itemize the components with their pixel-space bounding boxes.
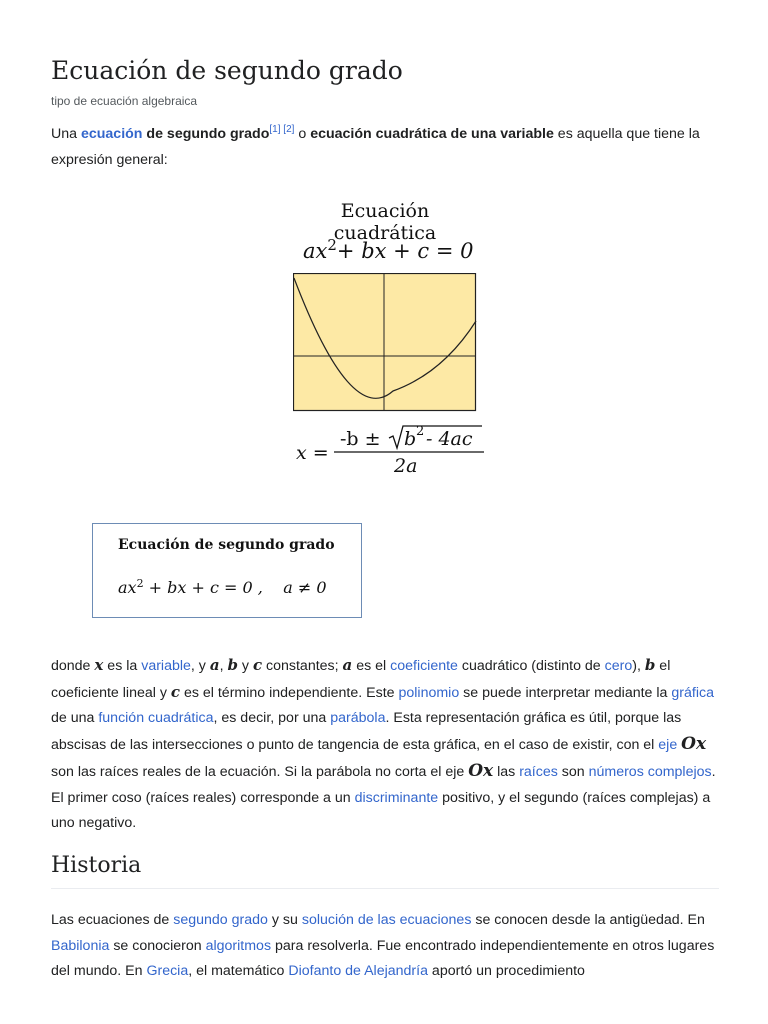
historia-paragraph: Las ecuaciones de segundo grado y su solución de las ecuaciones se conocen desde la antigüedad. En Babilonia se conocieron algoritmos para resolverla. Fue encontrado independientemente en otros lugares del mundo. En Grecia, el matemático Diofanto de Alejandría aportó un procedimiento [51,912,715,980]
math-var: Ox [681,734,707,755]
link-funcion-cuadratica[interactable]: función cuadrática [98,710,214,727]
figure-title: Ecuación cuadrática [333,200,437,244]
intro-bold-term: ecuación cuadrática de una variable [310,126,554,142]
link-eje[interactable]: eje [658,737,678,754]
link-grecia[interactable]: Grecia [146,963,189,980]
formula-denominator: 2a [394,455,418,477]
link-discriminante[interactable]: discriminante [354,789,439,806]
intro-text: es aquella que tiene la expresión general: [51,126,700,168]
formula-x: x = [296,442,329,464]
math-var: c [170,682,181,701]
link-ecuacion[interactable]: ecuación [80,126,143,142]
link-raices[interactable]: raíces [519,763,558,780]
link-solucion-ecuaciones[interactable]: solución de las ecuaciones [301,912,472,928]
math-var: Ox [468,760,494,781]
reference-1[interactable]: [1] [269,124,281,135]
link-variable[interactable]: variable [141,658,191,674]
equation-box-formula: $ax^2$ + bx + c = 0 , a ≠ 0 [118,577,327,597]
intro-bold-term: de segundo grado [142,126,270,142]
parabola-graph [293,273,477,412]
link-grafica[interactable]: gráfica [671,684,714,701]
link-diofanto[interactable]: Diofanto de Alejandría [288,963,428,980]
link-babilonia[interactable]: Babilonia [51,937,110,954]
math-var: b [644,656,656,674]
formula-sqrt-sup: 2 [416,424,425,439]
math-var: c [252,656,263,674]
link-coeficiente[interactable]: coeficiente [390,658,458,674]
page-subtitle: tipo de ecuación algebraica [51,94,198,108]
link-cero[interactable]: cero [604,658,633,674]
figure-equation: $ax^2+$ bx + c = 0 [303,236,474,263]
formula-numerator: -b ± [340,428,381,450]
definition-paragraph: donde x es la variable, y a, b y c constantes; a es el coeficiente cuadrático (distinto de cero), b el coeficiente lineal y c es el término independiente. Este polinomio se puede interpretar mediante la gráfica de una función cuadrática, es decir, por una parábola. Esta representación gráfica es útil, porque las abscisas de las intersecciones o punto de tangencia de esta gráfica, en el caso de existir, con el eje Ox son las raíces reales de la ecuación. Si la parábola no corta el eje Ox las raíces son números complejos. El primer coso (raíces reales) corresponde a un discriminante positivo, y el segundo (raíces complejas) a uno negativo. [51,656,716,832]
link-parabola[interactable]: parábola [330,710,386,727]
intro-text: o [294,126,311,142]
equation-box [92,523,362,618]
math-var: x [94,656,104,674]
link-segundo-grado[interactable]: segundo grado [173,912,268,928]
math-var: b [227,656,238,674]
equation-box-title: Ecuación de segundo grado [118,537,335,553]
math-var: a [209,656,220,674]
link-algoritmos[interactable]: algoritmos [205,937,272,954]
formula-sqrt-b: b [404,428,417,450]
reference-2[interactable]: [2] [283,124,295,135]
quadratic-formula [296,424,486,480]
section-heading-historia: Historia [51,853,719,889]
link-numeros-complejos[interactable]: números complejos [588,763,712,780]
math-var: a [342,656,353,674]
page-title: Ecuación de segundo grado [51,56,403,85]
intro-text: Una [51,126,81,142]
formula-sqrt-rest: - 4ac [426,428,473,450]
intro-paragraph [51,122,719,173]
link-polinomio[interactable]: polinomio [398,684,460,701]
